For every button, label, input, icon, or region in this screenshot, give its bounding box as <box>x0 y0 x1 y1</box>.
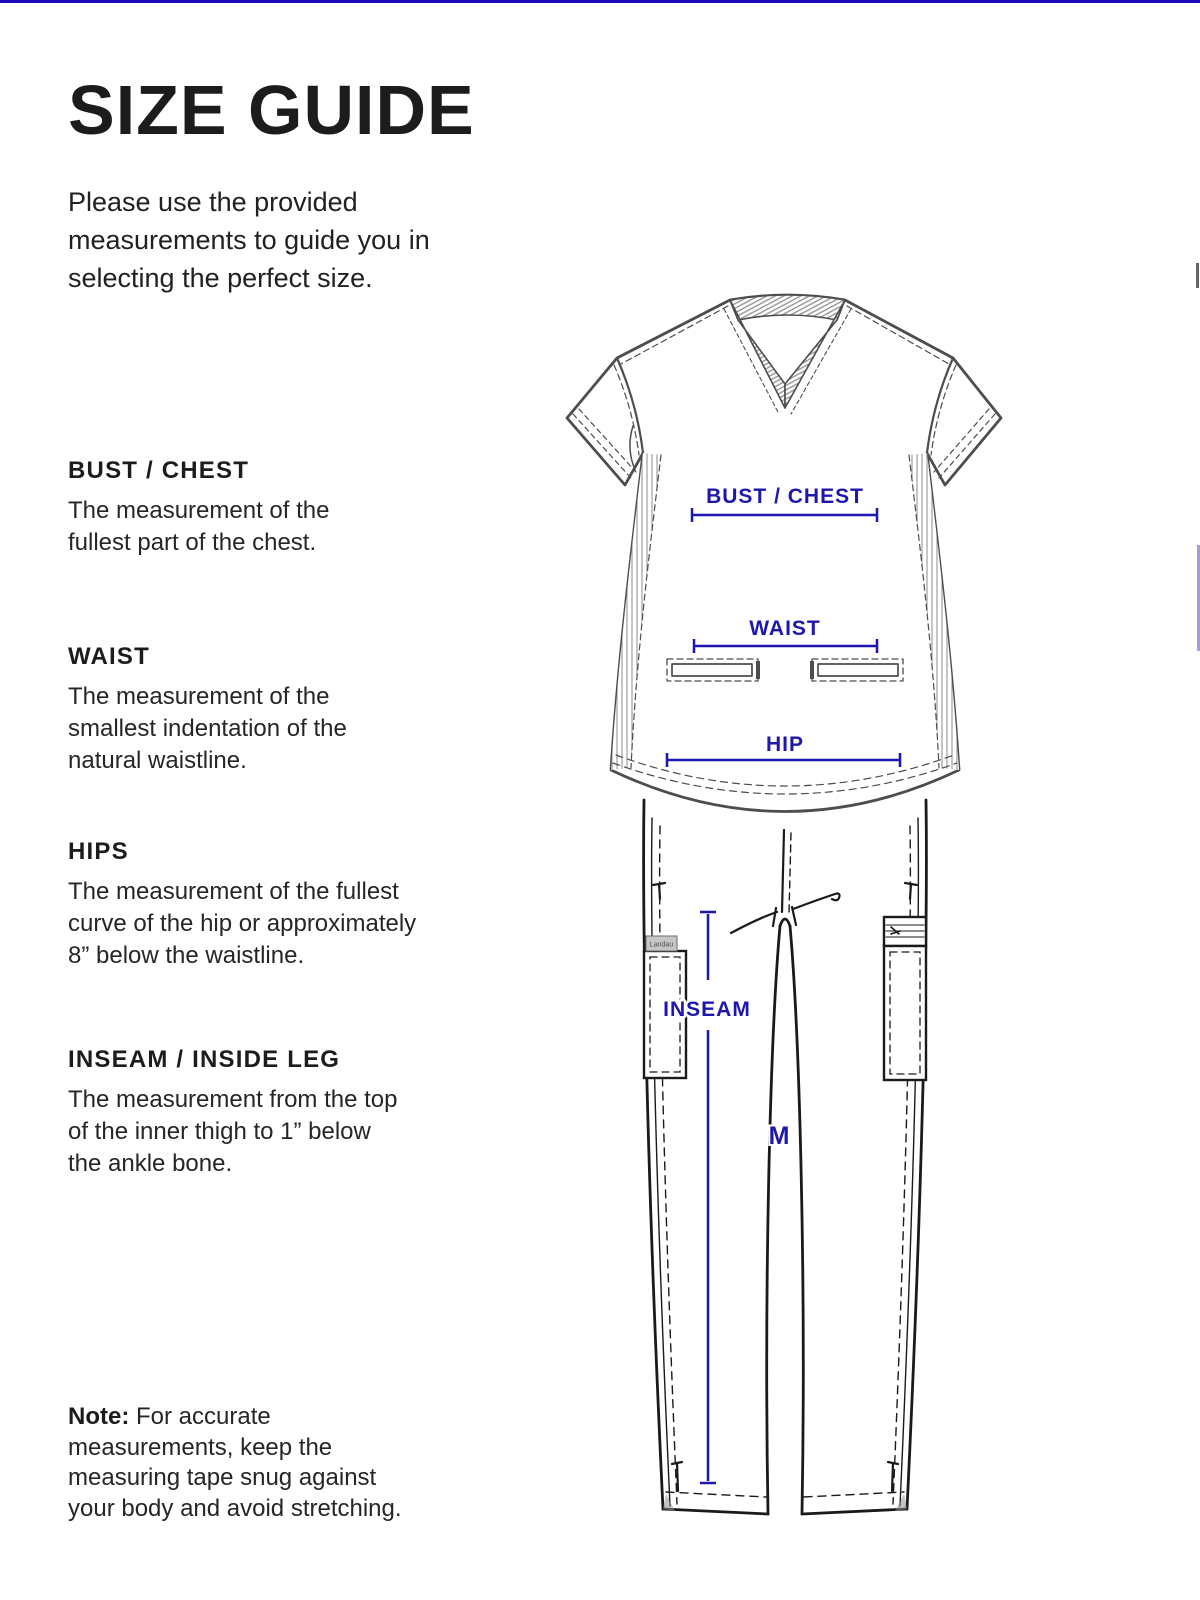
note-line: measuring tape snug against <box>68 1464 377 1491</box>
inseam-label: INSEAM <box>663 998 751 1021</box>
note-line: measurements, keep the <box>68 1433 333 1461</box>
page-title: SIZE GUIDE <box>68 71 475 149</box>
section-heading: BUST / CHEST <box>68 457 250 484</box>
body-line: the ankle bone. <box>68 1150 233 1177</box>
body-line: 8” below the waistline. <box>68 942 305 969</box>
section-heading: HIPS <box>68 838 129 865</box>
note-line: your body and avoid stretching. <box>68 1494 402 1522</box>
body-line: The measurement from the top <box>68 1086 398 1113</box>
note-line-rest: For accurate <box>136 1403 271 1430</box>
garment-measurement-diagram <box>515 278 1005 1548</box>
body-line: The measurement of the <box>68 497 330 524</box>
body-line: The measurement of the <box>68 683 330 710</box>
body-line: fullest part of the chest. <box>68 529 317 556</box>
pants-silhouette <box>644 800 927 1514</box>
scrub-pants-drawing <box>644 800 927 1514</box>
clipped-content-sliver <box>1196 263 1199 288</box>
body-line: of the inner thigh to 1” below <box>68 1118 371 1145</box>
bust-chest-label: BUST / CHEST <box>706 485 864 508</box>
section-heading: INSEAM / INSIDE LEG <box>68 1046 341 1073</box>
intro-line: Please use the provided <box>68 187 358 217</box>
intro-line: selecting the perfect size. <box>68 263 373 293</box>
section-body <box>68 876 416 972</box>
waist-label: WAIST <box>749 617 821 640</box>
section-hips <box>68 838 416 972</box>
intro-line: measurements to guide you in <box>68 225 430 255</box>
body-line: The measurement of the fullest <box>68 878 399 905</box>
cargo-pocket-right <box>884 917 926 1080</box>
note-label: Note: <box>68 1403 130 1430</box>
note-line <box>68 1402 402 1433</box>
intro-text <box>68 183 430 297</box>
section-body <box>68 1084 397 1180</box>
top-accent-border <box>0 0 1200 3</box>
brand-tag-label: Landau <box>649 941 674 949</box>
section-waist <box>68 643 347 777</box>
section-body <box>68 495 329 559</box>
body-line: smallest indentation of the <box>68 715 347 742</box>
hip-label: HIP <box>765 733 805 756</box>
note-text <box>68 1402 402 1524</box>
section-bust-chest <box>68 457 329 559</box>
section-body <box>68 681 347 777</box>
body-line: curve of the hip or approximately <box>68 910 417 937</box>
section-inseam <box>68 1046 397 1180</box>
size-letter-label: M <box>768 1122 790 1150</box>
body-line: natural waistline. <box>68 747 247 774</box>
section-heading: WAIST <box>68 643 150 670</box>
